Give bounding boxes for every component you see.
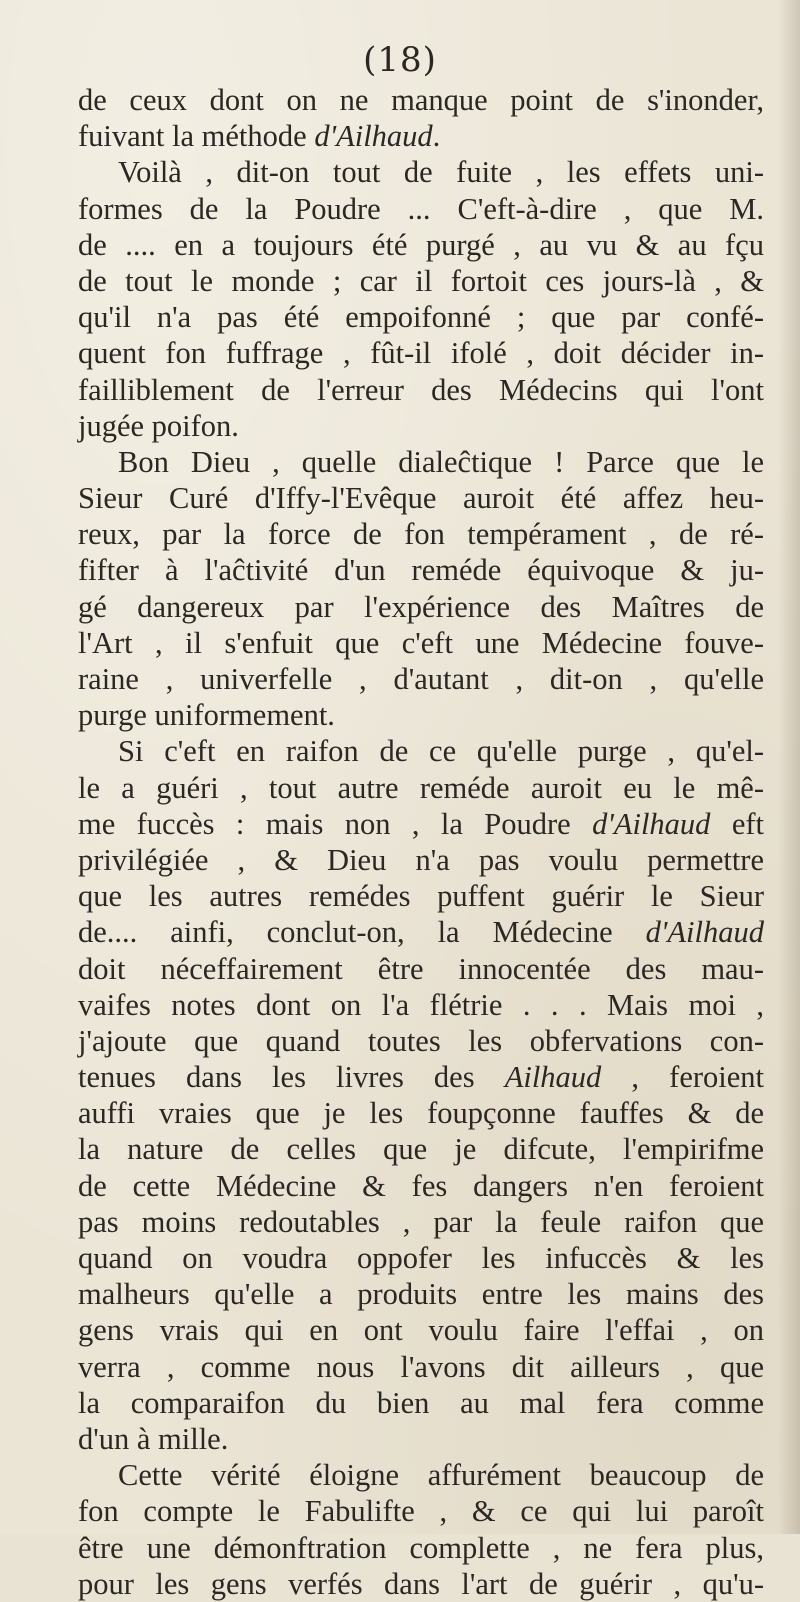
text-segment: tenues dans les livres des bbox=[78, 1060, 505, 1095]
text-line: la nature de celles que je difcute, l'empirifme bbox=[78, 1132, 764, 1167]
body-text bbox=[78, 82, 764, 1602]
text-line: j'ajoute que quand toutes les obfervations con- bbox=[78, 1023, 764, 1058]
text-line: vaifes notes dont on l'a flétrie . . . Mais moi , bbox=[78, 987, 764, 1022]
text-line: auffi vraies que je les foupçonne fauffes & de bbox=[78, 1096, 764, 1131]
text-line: Si c'eft en raifon de ce qu'elle purge , qu'el- bbox=[118, 734, 764, 769]
text-line: fifter à l'aĉtivité d'un reméde équivoque & ju- bbox=[78, 553, 764, 588]
text-line: qu'il n'a pas été empoifonné ; que par confé- bbox=[78, 300, 764, 335]
text-segment: eft bbox=[710, 806, 764, 841]
text-line: verra , comme nous l'avons dit ailleurs , que bbox=[78, 1349, 764, 1384]
text-line: être une démonftration complette , ne fera plus, bbox=[78, 1530, 764, 1565]
text-line: Sieur Curé d'Iffy-l'Evêque auroit été affez heu- bbox=[78, 481, 764, 516]
text-segment: fuivant la méthode bbox=[78, 119, 315, 154]
text-line: formes de la Poudre ... C'eft-à-dire , que M. bbox=[78, 191, 764, 226]
text-line: que les autres remédes puffent guérir le Sieur bbox=[78, 879, 764, 914]
italic-name: d'Ailhaud bbox=[592, 806, 711, 841]
text-line: privilégiée , & Dieu n'a pas voulu permettre bbox=[78, 842, 764, 877]
text-line bbox=[78, 118, 764, 154]
text-line: pour les gens verfés dans l'art de guérir , qu'u- bbox=[78, 1566, 764, 1601]
italic-name: d'Ailhaud bbox=[314, 119, 433, 154]
text-line: purge uniformement. bbox=[78, 698, 335, 733]
italic-name: d'Ailhaud bbox=[645, 915, 764, 950]
text-segment: me fuccès : mais non , la Poudre bbox=[78, 806, 593, 841]
text-line: quand on voudra oppofer les infuccès & les bbox=[78, 1241, 764, 1275]
text-line: reux, par la force de fon tempérament , de ré- bbox=[78, 517, 764, 552]
text-line: l'Art , il s'enfuit que c'eft une Médecine fouve- bbox=[78, 625, 764, 660]
text-line: fon compte le Fabulifte , & ce qui lui paroît bbox=[78, 1494, 764, 1529]
text-line: malheurs qu'elle a produits entre les mains des bbox=[78, 1277, 764, 1312]
italic-name: Ailhaud bbox=[504, 1060, 602, 1095]
text-line: de ceux dont on ne manque point de s'inonder, bbox=[78, 83, 764, 117]
text-line: gé dangereux par l'expérience des Maîtres de bbox=[78, 589, 764, 624]
text-line: de .... en a toujours été purgé , au vu & au fçu bbox=[78, 227, 764, 262]
page-edge-shadow bbox=[778, 0, 800, 1534]
text-line: de tout le monde ; car il fortoit ces jours-là , & bbox=[78, 263, 764, 298]
text-line: d'un à mille. bbox=[78, 1421, 229, 1456]
text-line: la comparaifon du bien au mal fera comme bbox=[78, 1385, 764, 1420]
text-segment: de.... ainfi, conclut-on, la Médecine bbox=[78, 915, 646, 950]
text-line: le a guéri , tout autre reméde auroit eu le mê- bbox=[78, 770, 764, 805]
text-line: failliblement de l'erreur des Médecins qui l'ont bbox=[78, 372, 764, 407]
text-line: quent fon fuffrage , fût-il ifolé , doit décider in- bbox=[78, 336, 764, 371]
page-number: (18) bbox=[363, 40, 437, 80]
text-line: gens vrais qui en ont voulu faire l'effai , on bbox=[78, 1313, 764, 1348]
text-segment: , feroient bbox=[601, 1060, 765, 1095]
text-segment: . bbox=[432, 119, 441, 154]
text-line: de cette Médecine & fes dangers n'en feroient bbox=[78, 1168, 764, 1203]
text-line bbox=[78, 914, 764, 950]
text-line: jugée poifon. bbox=[78, 408, 239, 443]
text-line: Cette vérité éloigne affurément beaucoup de bbox=[118, 1458, 764, 1493]
text-line: pas moins redoutables , par la feule raifon que bbox=[78, 1204, 764, 1239]
text-line: doit néceffairement être innocentée des mau- bbox=[78, 951, 764, 986]
text-line bbox=[78, 806, 764, 842]
text-line: Voilà , dit-on tout de fuite , les effets uni- bbox=[118, 155, 764, 190]
text-line: Bon Dieu , quelle dialeĉtique ! Parce que le bbox=[118, 444, 764, 479]
text-line: raine , univerfelle , d'autant , dit-on , qu'elle bbox=[78, 662, 764, 696]
text-line bbox=[78, 1059, 764, 1095]
